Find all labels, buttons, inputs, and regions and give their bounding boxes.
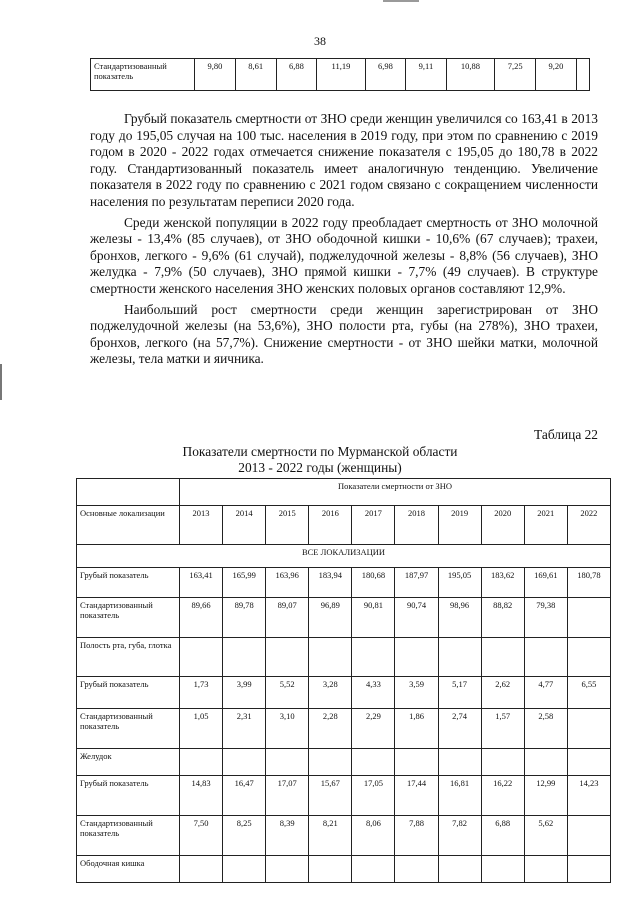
cell: 14,23 [567,776,610,816]
cell: 2,28 [309,709,352,749]
cell: 8,21 [309,816,352,856]
scan-mark-left [0,364,2,400]
cell: 16,22 [481,776,524,816]
cell: 16,47 [223,776,266,816]
cell: 4,77 [524,677,567,709]
cell: 5,52 [266,677,309,709]
paragraph-3: Наибольший рост смертности среди женщин зарегистрирован от ЗНО поджелудочной железы (на 53,6%), ЗНО полости рта, губы (на 278%), ЗНО трахеи, бронхов, легкого (на 57,7%). Снижение смертности - от ЗНО шейки матки, молочной железы, тела матки и яичника. [90,301,598,367]
cell: 180,68 [352,568,395,598]
cell: 8,61 [235,59,276,91]
group-header: Показатели смертности от ЗНО [180,479,611,506]
cell: 98,96 [438,598,481,638]
year-header: 2014 [223,506,266,545]
table-row [77,677,611,709]
category-label: Ободочная кишка [77,856,180,883]
cell: 88,82 [481,598,524,638]
table-row [77,816,611,856]
cell: 169,61 [524,568,567,598]
table-title [0,444,640,476]
cell: 90,74 [395,598,438,638]
category-label: Желудок [77,749,180,776]
cell: 9,11 [406,59,446,91]
cell: 10,88 [446,59,495,91]
cell: 17,05 [352,776,395,816]
row-label: Стандартизованный показатель [91,59,195,91]
cell: 2,74 [438,709,481,749]
year-header: 2018 [395,506,438,545]
cell: 4,33 [352,677,395,709]
cell: 6,55 [567,677,610,709]
cell: 1,73 [180,677,223,709]
row-label: Стандартизованный показатель [77,598,180,638]
paragraph-2: Среди женской популяции в 2022 году преобладает смертность от ЗНО молочной железы - 13,4% (85 случаев), от ЗНО ободочной кишки - 10,6% (67 случаев); трахеи, бронхов, легкого - 9,6% (61 случай), поджелудочной железы - 8,8% (56 случаев), ЗНО желудка - 7,9% (50 случаев), ЗНО прямой кишки - 7,7% (49 случаев). В структуре смертности женского населения ЗНО женских половых органов составляют 12,9%. [90,214,598,296]
cell: 6,88 [481,816,524,856]
year-header: 2020 [481,506,524,545]
cell: 5,62 [524,816,567,856]
cell: 79,38 [524,598,567,638]
row-label: Стандартизованный показатель [77,816,180,856]
cell: 9,80 [195,59,236,91]
year-header: 2015 [266,506,309,545]
cell: 8,06 [352,816,395,856]
cell: 2,29 [352,709,395,749]
cell: 8,25 [223,816,266,856]
cell: 12,99 [524,776,567,816]
row-label: Грубый показатель [77,568,180,598]
row-label: Грубый показатель [77,776,180,816]
cell: 5,17 [438,677,481,709]
cell: 14,83 [180,776,223,816]
cell [567,598,610,638]
table-title-line-1: Показатели смертности по Мурманской области [182,444,458,459]
mortality-table [76,478,611,883]
section-row [77,545,611,568]
cell: 9,20 [536,59,577,91]
cell: 163,96 [266,568,309,598]
cell: 17,07 [266,776,309,816]
category-row [77,638,611,677]
cell [567,709,610,749]
table-row [77,709,611,749]
cell: 165,99 [223,568,266,598]
cell: 89,78 [223,598,266,638]
cell: 17,44 [395,776,438,816]
cell: 89,66 [180,598,223,638]
category-row [77,749,611,776]
cell: 183,62 [481,568,524,598]
table-title-line-2: 2013 - 2022 годы (женщины) [238,460,402,475]
cell: 7,50 [180,816,223,856]
category-label: Полость рта, губа, глотка [77,638,180,677]
section-all-localizations: ВСЕ ЛОКАЛИЗАЦИИ [77,545,611,568]
cell: 6,88 [276,59,317,91]
table-number: Таблица 22 [534,427,598,442]
cell: 89,07 [266,598,309,638]
year-header: 2021 [524,506,567,545]
body-text [90,111,598,368]
table-row [77,598,611,638]
row-label: Стандартизованный показатель [77,709,180,749]
cell: 163,41 [180,568,223,598]
cell: 7,25 [495,59,536,91]
table-row [91,59,590,91]
cell: 1,57 [481,709,524,749]
year-header: 2019 [438,506,481,545]
cell: 1,86 [395,709,438,749]
year-header: 2017 [352,506,395,545]
cell: 195,05 [438,568,481,598]
cell: 96,89 [309,598,352,638]
cell: 15,67 [309,776,352,816]
table-row [77,568,611,598]
category-row [77,856,611,883]
cell: 2,62 [481,677,524,709]
cell: 7,82 [438,816,481,856]
cell [567,816,610,856]
cell: 3,99 [223,677,266,709]
cell: 183,94 [309,568,352,598]
years-header-row [77,506,611,545]
table-row [77,776,611,816]
cell: 2,58 [524,709,567,749]
year-header: 2013 [180,506,223,545]
cell: 187,97 [395,568,438,598]
scan-mark-top [383,0,419,2]
cell [576,59,589,91]
year-header: 2022 [567,506,610,545]
cell: 6,98 [365,59,406,91]
page-number: 38 [314,34,326,48]
cell: 90,81 [352,598,395,638]
cell: 16,81 [438,776,481,816]
cell: 3,10 [266,709,309,749]
continued-table [90,58,590,91]
empty-header-cell [77,479,180,506]
cell: 7,88 [395,816,438,856]
cell: 3,28 [309,677,352,709]
localization-header: Основные локализации [77,506,180,545]
cell: 3,59 [395,677,438,709]
cell: 11,19 [317,59,365,91]
cell: 1,05 [180,709,223,749]
row-label: Грубый показатель [77,677,180,709]
cell: 2,31 [223,709,266,749]
cell: 180,78 [567,568,610,598]
cell: 8,39 [266,816,309,856]
year-header: 2016 [309,506,352,545]
paragraph-1: Грубый показатель смертности от ЗНО среди женщин увеличился со 163,41 в 2013 году до 195,05 случая на 100 тыс. населения в 2019 году, при этом по сравнению с 2019 годом в 2020 - 2022 годах отмечается снижение показателя с 195,05 до 180,78 в 2022 году. Стандартизованный показатель имеет аналогичную тенденцию. Увеличение показателя в 2022 году по сравнению с 2021 годом связано с сокращением численности населения по результатам переписи 2020 года. [90,111,598,209]
header-row [77,479,611,506]
